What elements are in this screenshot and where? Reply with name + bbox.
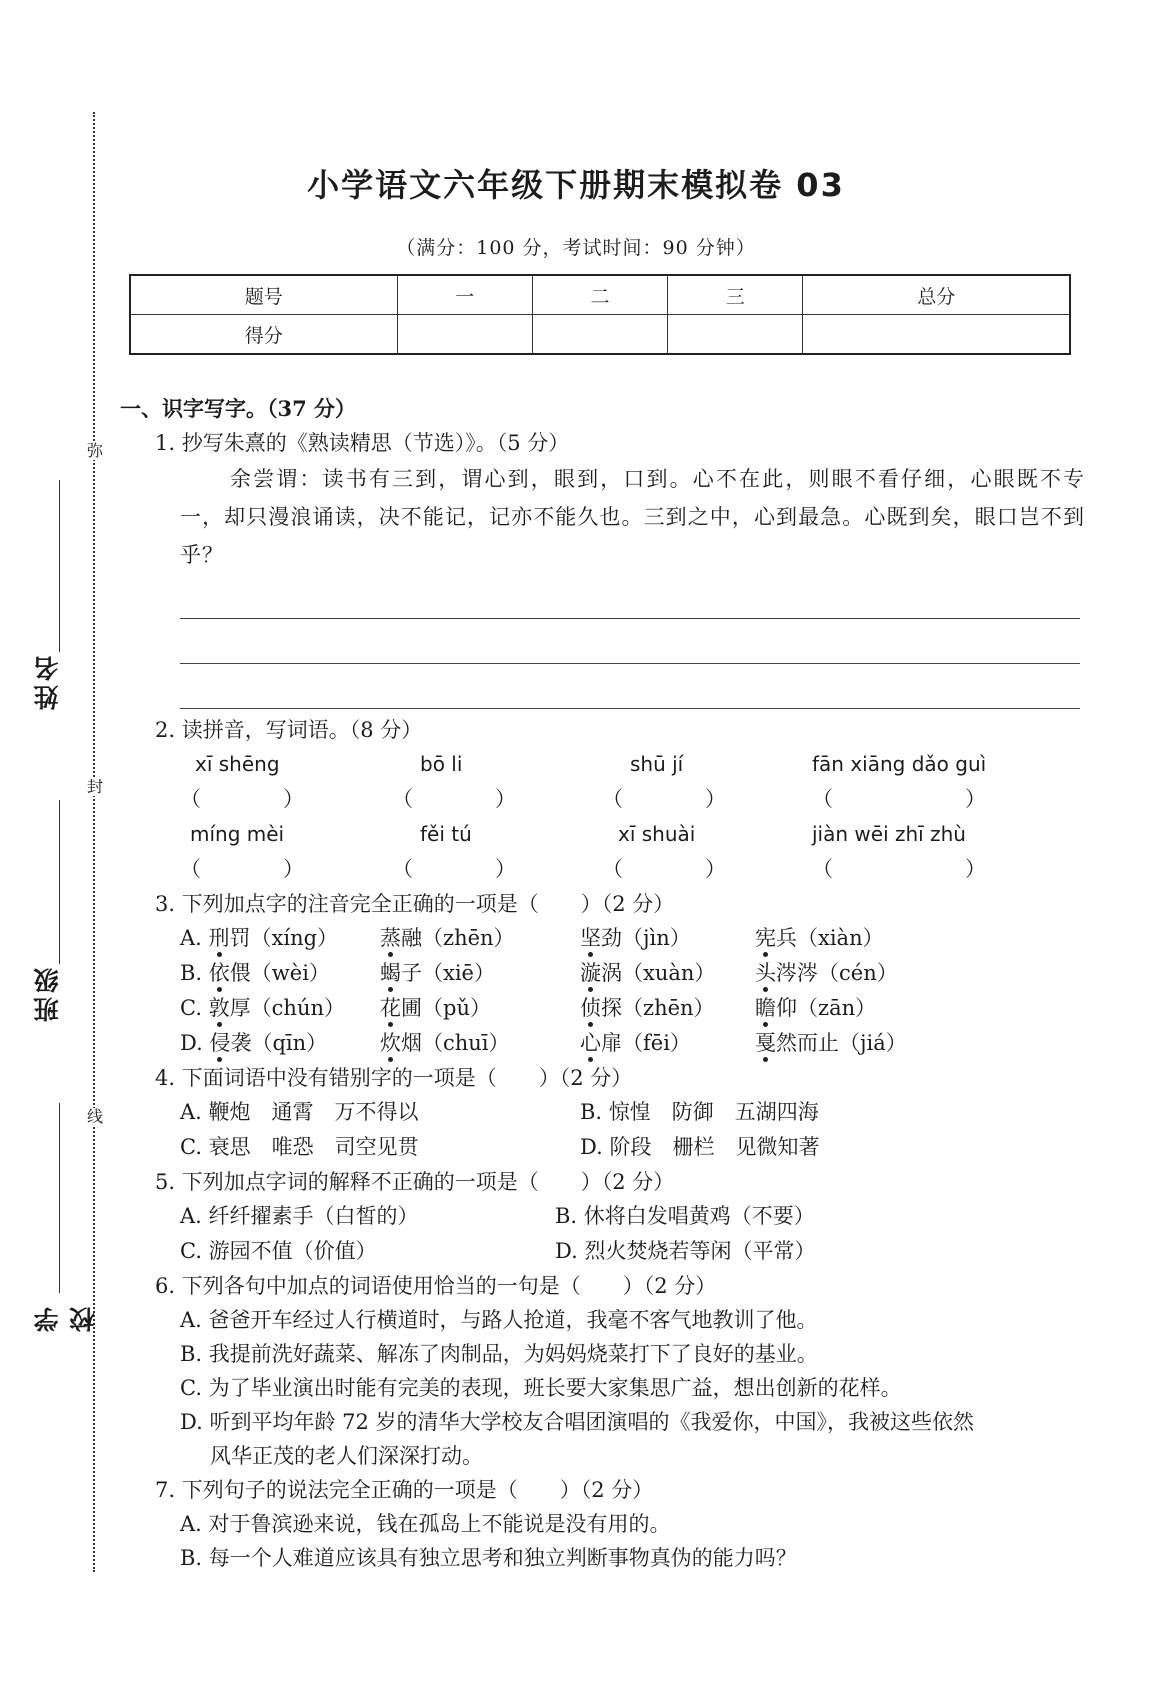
answer-bracket[interactable]: （ ） — [812, 787, 986, 811]
word-reading: 圃（pǔ） — [401, 996, 491, 1020]
word-reading: 涔涔（cén） — [776, 961, 898, 985]
pinyin-prompt: xī shēng — [195, 752, 280, 776]
question-4-stem: 4. 下面词语中没有错别字的一项是（ ）（2 分） — [155, 1066, 633, 1090]
option-label: D. — [180, 1031, 210, 1055]
seal-mark-xian: 线 — [86, 1107, 103, 1126]
option-label: A. — [180, 926, 209, 950]
score-input-cell[interactable] — [803, 315, 1070, 355]
word-reading: 探（zhēn） — [601, 996, 715, 1020]
score-header-cell: 二 — [532, 275, 667, 315]
option-word — [755, 956, 898, 991]
option-b[interactable]: B. 休将白发唱黄鸡（不要） — [555, 1204, 815, 1228]
dotted-character: 蒸 — [380, 926, 401, 950]
binding-dotted-line — [93, 112, 95, 1572]
word-reading: 融（zhēn） — [401, 926, 515, 950]
question-6-stem: 6. 下列各句中加点的词语使用恰当的一句是（ ）（2 分） — [155, 1274, 717, 1298]
pinyin-prompt: bō li — [420, 752, 463, 776]
dotted-character: 漩 — [580, 961, 601, 985]
pinyin-prompt: shū jí — [630, 752, 684, 776]
option-a[interactable]: A. 爸爸开车经过人行横道时，与路人抢道，我毫不客气地教训了他。 — [180, 1308, 818, 1332]
score-input-cell[interactable] — [397, 315, 532, 355]
option-word — [580, 956, 715, 991]
word-reading: 子（xiē） — [401, 961, 495, 985]
school-field[interactable] — [30, 1103, 98, 1343]
section-title: 一、识字写字。（37 分） — [120, 396, 357, 421]
option-d[interactable]: D. 烈火焚烧若等闲（平常） — [555, 1239, 816, 1263]
answer-bracket[interactable]: （ ） — [180, 787, 304, 811]
answer-bracket[interactable]: （ ） — [602, 787, 726, 811]
answer-bracket[interactable]: （ ） — [180, 857, 304, 881]
dotted-character: 刑 — [208, 926, 230, 950]
option-d[interactable]: D. 听到平均年龄 72 岁的清华大学校友合唱团演唱的《我爱你，中国》，我被这些依然 — [180, 1410, 975, 1434]
dotted-character: 坚 — [580, 926, 601, 950]
score-row-label: 得分 — [130, 315, 397, 355]
pinyin-prompt: xī shuài — [618, 822, 696, 846]
option-a[interactable]: A. 纤纤擢素手（白皙的） — [180, 1204, 419, 1228]
option-word — [380, 921, 515, 956]
word-reading: 偎（wèi） — [229, 961, 330, 985]
option-label: B. — [180, 961, 209, 985]
option-word — [380, 956, 495, 991]
answer-bracket[interactable]: （ ） — [812, 857, 986, 881]
dotted-character: 蝎 — [380, 961, 401, 985]
option-word — [580, 991, 715, 1026]
option-word — [580, 1026, 691, 1061]
option-c[interactable]: C. 衰思 唯恐 司空见贯 — [180, 1135, 419, 1159]
dotted-character: 依 — [208, 961, 230, 985]
option-c[interactable]: C. 游园不值（价值） — [180, 1239, 377, 1263]
score-input-cell[interactable] — [668, 315, 803, 355]
word-reading: 涡（xuàn） — [601, 961, 716, 985]
option-word[interactable] — [180, 921, 338, 956]
exam-content — [120, 392, 1085, 1575]
dotted-character: 心 — [580, 1031, 601, 1055]
copy-answer-line[interactable] — [180, 619, 1080, 664]
dotted-character: 瞻 — [755, 996, 776, 1020]
pinyin-row — [180, 747, 1080, 782]
score-input-cell[interactable] — [532, 315, 667, 355]
answer-bracket[interactable]: （ ） — [602, 857, 726, 881]
pinyin-prompt: fěi tú — [420, 822, 472, 846]
option-word[interactable] — [180, 1026, 327, 1061]
pinyin-prompt: jiàn wēi zhī zhù — [812, 822, 966, 846]
seal-mark-mi: 弥 — [86, 441, 103, 460]
word-reading: 兵（xiàn） — [776, 926, 884, 950]
dotted-character: 花 — [380, 996, 401, 1020]
option-word — [755, 921, 884, 956]
word-reading: 扉（fēi） — [601, 1031, 691, 1055]
seal-mark-feng: 封 — [86, 777, 103, 796]
answer-bracket-row — [180, 782, 1080, 817]
option-row — [180, 956, 1080, 991]
pinyin-row — [180, 817, 1080, 852]
dotted-character: 头 — [755, 961, 776, 985]
option-word — [580, 921, 691, 956]
option-a[interactable]: A. 鞭炮 通霄 万不得以 — [180, 1100, 419, 1124]
option-word[interactable] — [180, 991, 345, 1026]
option-word — [380, 991, 491, 1026]
question-5-stem: 5. 下列加点字词的解释不正确的一项是（ ）（2 分） — [155, 1170, 675, 1194]
question-1-passage: 余尝谓：读书有三到，谓心到，眼到，口到。心不在此，则眼不看仔细，心眼既不专一，却只漫浪诵读，决不能记，记亦不能久也。三到之中，心到最急。心既到矣，眼口岂不到乎？ — [180, 467, 1085, 567]
answer-bracket[interactable]: （ ） — [392, 857, 516, 881]
option-row — [180, 1199, 1080, 1234]
score-table — [129, 274, 1071, 355]
score-header-cell: 总分 — [803, 275, 1070, 315]
option-row — [180, 1130, 1080, 1165]
answer-bracket-row — [180, 852, 1080, 887]
option-b[interactable]: B. 惊惶 防御 五湖四海 — [580, 1100, 819, 1124]
score-table-score-row — [130, 315, 1070, 355]
school-label: 学校 — [33, 1303, 98, 1333]
word-reading: 然而止（jiá） — [776, 1031, 907, 1055]
dotted-character: 侦 — [580, 996, 601, 1020]
question-1-stem: 1. 抄写朱熹的《熟读精思（节选）》。（5 分） — [155, 431, 570, 455]
option-word — [755, 991, 876, 1026]
word-reading: 厚（chún） — [229, 996, 346, 1020]
name-label: 姓名 — [33, 652, 62, 710]
option-row — [180, 991, 1080, 1026]
exam-title: 小学语文六年级下册期末模拟卷 03 — [307, 166, 845, 204]
option-b[interactable]: B. 我提前洗好蔬菜、解冻了肉制品，为妈妈烧菜打下了良好的基业。 — [180, 1342, 818, 1366]
question-7-stem: 7. 下列句子的说法完全正确的一项是（ ）（2 分） — [155, 1478, 654, 1502]
dotted-character: 敦 — [208, 996, 230, 1020]
word-reading: 仰（zān） — [776, 996, 877, 1020]
dotted-character: 戛 — [755, 1031, 776, 1055]
dotted-character: 炊 — [380, 1031, 401, 1055]
option-word — [755, 1026, 907, 1061]
pinyin-prompt: fān xiāng dǎo guì — [812, 752, 987, 776]
score-table-header-row — [130, 275, 1070, 315]
option-row — [180, 1026, 1080, 1061]
option-c[interactable]: C. 为了毕业演出时能有完美的表现，班长要大家集思广益，想出创新的花样。 — [180, 1376, 902, 1400]
option-d-continued: 风华正茂的老人们深深打动。 — [210, 1444, 483, 1468]
option-a[interactable]: A. 对于鲁滨逊来说，钱在孤岛上不能说是没有用的。 — [180, 1512, 671, 1536]
exam-subtitle: （满分：100 分，考试时间：90 分钟） — [396, 237, 756, 259]
question-3-options — [120, 921, 1080, 1061]
score-header-cell: 三 — [668, 275, 803, 315]
option-b[interactable]: B. 每一个人难道应该具有独立思考和独立判断事物真伪的能力吗？ — [180, 1546, 797, 1570]
copy-answer-line[interactable] — [180, 664, 1080, 709]
option-row — [180, 1095, 1080, 1130]
answer-bracket[interactable]: （ ） — [392, 787, 516, 811]
word-reading: 烟（chuī） — [401, 1031, 510, 1055]
option-word[interactable] — [180, 956, 330, 991]
question-3-stem: 3. 下列加点字的注音完全正确的一项是（ ）（2 分） — [155, 892, 675, 916]
score-header-cell: 一 — [397, 275, 532, 315]
option-row — [180, 921, 1080, 956]
name-field[interactable] — [30, 480, 70, 720]
score-header-cell: 题号 — [130, 275, 397, 315]
class-label: 班级 — [33, 964, 62, 1022]
copy-answer-line[interactable] — [180, 574, 1080, 619]
option-label: C. — [180, 996, 209, 1020]
question-2-stem: 2. 读拼音，写词语。（8 分） — [155, 718, 423, 742]
word-reading: 劲（jìn） — [601, 926, 691, 950]
dotted-character: 侵 — [209, 1031, 231, 1055]
option-d[interactable]: D. 阶段 栅栏 见微知著 — [580, 1135, 820, 1159]
word-reading: 罚（xíng） — [229, 926, 339, 950]
pinyin-prompt: míng mèi — [190, 822, 285, 846]
option-row — [180, 1234, 1080, 1269]
word-reading: 袭（qīn） — [230, 1031, 328, 1055]
dotted-character: 宪 — [755, 926, 776, 950]
option-word — [380, 1026, 510, 1061]
class-field[interactable] — [30, 800, 70, 1040]
